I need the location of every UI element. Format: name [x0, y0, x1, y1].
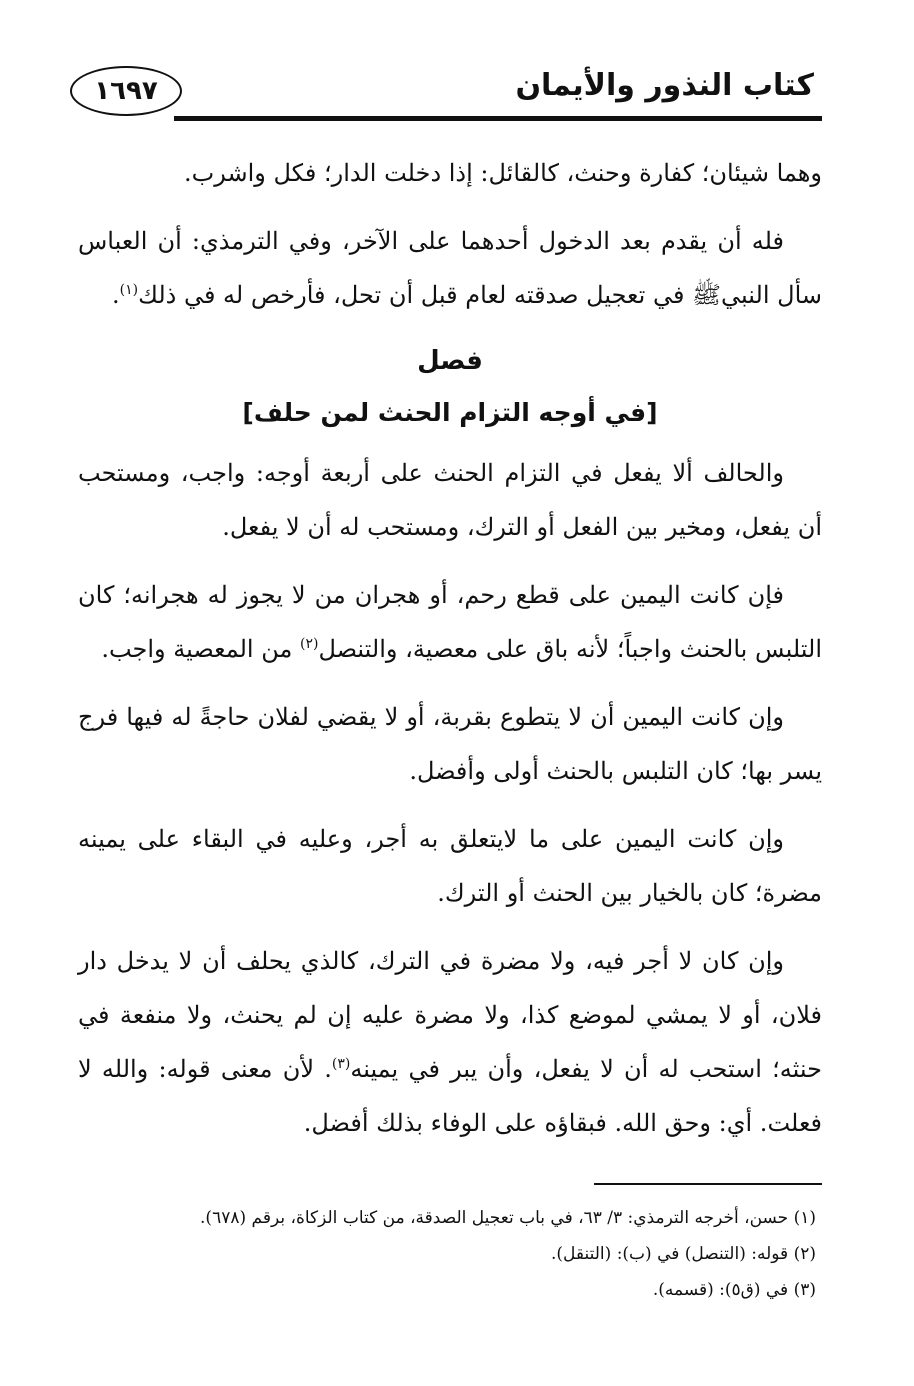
header-rule — [174, 116, 822, 121]
page-number: ١٦٩٧ — [94, 76, 158, 106]
paragraph-1: وهما شيئان؛ كفارة وحنث، كالقائل: إذا دخلت الدار؛ فكل واشرب. — [184, 159, 822, 187]
footnotes — [78, 1200, 822, 1308]
footnote-separator — [594, 1183, 822, 1185]
page-header — [70, 62, 822, 122]
paragraph-4-end: من المعصية واجب. — [101, 635, 300, 663]
paragraph-5: وإن كانت اليمين أن لا يتطوع بقربة، أو لا يقضي لفلان حاجةً له فيها فرج يسر بها؛ كان التلبس بالحنث أولى وأفضل. — [78, 703, 822, 785]
book-title: كتاب النذور والأيمان — [515, 68, 814, 103]
section-subtitle: [في أوجه التزام الحنث لمن حلف] — [242, 398, 658, 427]
footnote-1: (١) حسن، أخرجه الترمذي: ٣/ ٦٣، في باب تعجيل الصدقة، من كتاب الزكاة، برقم (٦٧٨). — [200, 1208, 816, 1228]
paragraph-6: وإن كانت اليمين على ما لايتعلق به أجر، وعليه في البقاء على يمينه مضرة؛ كان بالخيار بين الحنث أو الترك. — [78, 825, 822, 907]
footnote-3: (٣) في (ق٥): (قسمه). — [652, 1280, 816, 1300]
page-number-badge — [70, 66, 182, 116]
paragraph-2-end: . — [111, 281, 120, 309]
paragraph-7 — [78, 934, 822, 1150]
paragraph-7-text: وإن كان لا أجر فيه، ولا مضرة في الترك، كالذي يحلف أن لا يدخل دار فلان، أو لا يمشي لموضع كذا، ولا مضرة عليه إن لم يحنث، ولا منفعة في حنثه؛ استحب له أن لا يفعل، وأن يبر في يمينه — [78, 947, 822, 1083]
page-body — [78, 146, 822, 1164]
paragraph-2 — [78, 214, 822, 322]
paragraph-2-text: فله أن يقدم بعد الدخول أحدهما على الآخر، وفي الترمذي: أن العباس سأل النبيﷺ في تعجيل صدقته لعام قبل أن تحل، فأرخص له في ذلك — [78, 227, 822, 309]
footnote-2: (٢) قوله: (التنصل) في (ب): (التنقل). — [550, 1244, 816, 1264]
section-title: فصل — [417, 346, 483, 376]
paragraph-4 — [78, 568, 822, 676]
paragraph-3: والحالف ألا يفعل في التزام الحنث على أربعة أوجه: واجب، ومستحب أن يفعل، ومخير بين الفعل أو الترك، ومستحب له أن لا يفعل. — [78, 459, 822, 541]
footnote-ref-3: (٣) — [331, 1056, 351, 1072]
footnote-ref-1: (١) — [119, 282, 139, 298]
paragraph-4-text: فإن كانت اليمين على قطع رحم، أو هجران من لا يجوز له هجرانه؛ كان التلبس بالحنث واجباً؛ لأنه باق على معصية، والتنصل — [78, 581, 822, 663]
footnote-ref-2: (٢) — [299, 636, 319, 652]
paragraph-7-end: . لأن معنى قوله: والله لا فعلت. أي: وحق الله. فبقاؤه على الوفاء بذلك أفضل. — [78, 1055, 822, 1137]
